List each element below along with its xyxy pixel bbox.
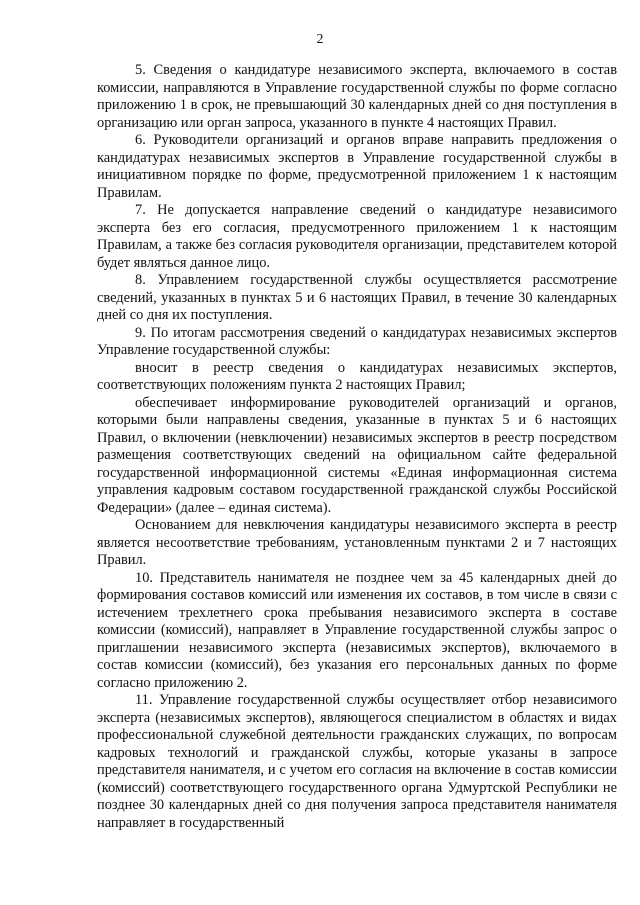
paragraph-item-11: 11. Управление государственной службы осуществляет отбор независимого эксперта (независимых экспертов), являющегося специалистом в областях и видах профессиональной служебной деятельности гражданских служащих, по вопросам кадровых технологий и гражданской службы, которые указаны в запросе представителя нанимателя, и с учетом его согласия на включение в состав комиссии (комиссий) соответствующего государственного органа Удмуртской Республики не позднее 30 календарных дней со дня получения запроса представителя нанимателя направляет в государственный <box>97 692 617 831</box>
document-body <box>97 62 617 832</box>
paragraph-item-8: 8. Управлением государственной службы осуществляется рассмотрение сведений, указанных в пунктах 5 и 6 настоящих Правил, в течение 30 календарных дней со дня их поступления. <box>97 272 617 323</box>
paragraph-item-5: 5. Сведения о кандидатуре независимого эксперта, включаемого в состав комиссии, направляются в Управление государственной службы по форме согласно приложению 1 в срок, не превышающий 30 календарных дней со дня поступления в организацию или орган запроса, указанного в пункте 4 настоящих Правил. <box>97 62 617 131</box>
paragraph-item-10: 10. Представитель нанимателя не позднее чем за 45 календарных дней до формирования составов комиссий или изменения их составов, в том числе в связи с истечением трехлетнего срока пребывания независимого эксперта в составе комиссии (комиссий), направляет в Управление государственной службы запрос о приглашении независимого эксперта (независимых экспертов), включаемого в состав комиссии (комиссий), без указания его персональных данных по форме согласно приложению 2. <box>97 569 617 691</box>
paragraph-9-grounds: Основанием для невключения кандидатуры независимого эксперта в реестр является несоответствие требованиям, установленным пунктами 2 и 7 настоящих Правил. <box>97 517 617 568</box>
paragraph-9-clause-register: вносит в реестр сведения о кандидатурах независимых экспертов, соответствующих положениям пункта 2 настоящих Правил; <box>97 359 617 393</box>
paragraph-item-7: 7. Не допускается направление сведений о кандидатуре независимого эксперта без его согласия, предусмотренного приложением 1 к настоящим Правилам, а также без согласия руководителя организации, представителем которой будет являться данное лицо. <box>97 202 617 271</box>
paragraph-item-6: 6. Руководители организаций и органов вправе направить предложения о кандидатурах независимых экспертов в Управление государственной службы в инициативном порядке по форме, предусмотренной приложением 1 к настоящим Правилам. <box>97 132 617 201</box>
paragraph-9-clause-inform: обеспечивает информирование руководителей организаций и органов, которыми были направлены сведения, указанные в пунктах 5 и 6 настоящих Правил, о включении (невключении) независимых экспертов в реестр посредством размещения соответствующих сведений на официальном сайте федеральной государственной информационной системы «Единая информационная система управления кадровым составом государственной гражданской службы Российской Федерации» (далее – единая система). <box>97 394 617 516</box>
page-number: 2 <box>316 32 324 47</box>
paragraph-item-9: 9. По итогам рассмотрения сведений о кандидатурах независимых экспертов Управление государственной службы: <box>97 324 617 358</box>
